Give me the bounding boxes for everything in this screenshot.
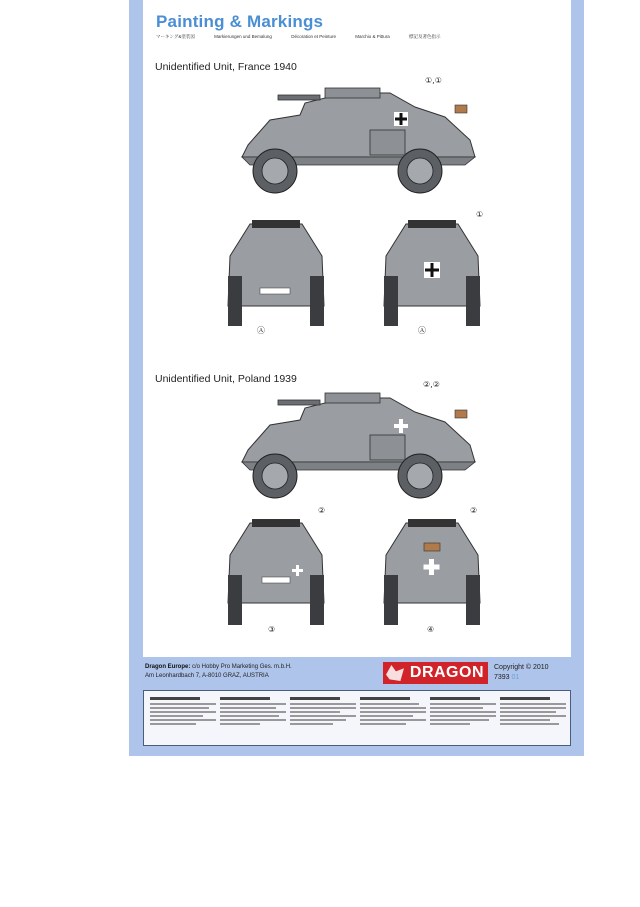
copyright-text: Copyright © 2010 [494, 664, 549, 671]
scheme-2-rear-view [376, 515, 488, 627]
scheme-1-label: Unidentified Unit, France 1940 [155, 61, 297, 73]
scheme-1-side-callout: ①,① [425, 76, 442, 85]
company-line1: c/o Hobby Pro Marketing Ges. m.b.H. [190, 664, 292, 670]
subtitle-jp: マーキング&塗装図 [156, 34, 195, 39]
scheme-1-rear-bottom-callout: Ⓐ [418, 326, 426, 335]
paint-reference-table [143, 690, 571, 746]
dragon-icon [386, 665, 404, 681]
instruction-column [220, 697, 286, 741]
instruction-column [150, 697, 216, 741]
instruction-column [290, 697, 356, 741]
scheme-1-front-view [220, 216, 332, 331]
subtitle-cn: 標記及著色指示 [409, 34, 441, 39]
balkenkreuz-icon [424, 262, 440, 278]
scheme-1-rear-callout: ① [476, 210, 484, 219]
scheme-2-side-callout: ②,② [423, 380, 440, 389]
product-number: 7393 [494, 674, 510, 681]
page-title: Painting & Markings [156, 12, 324, 31]
scheme-1-front-callout: Ⓐ [257, 326, 265, 335]
title-translations [156, 34, 459, 40]
company-line2: Am Leonhardbach 7, A-8010 GRAZ, AUSTRIA [145, 673, 269, 679]
subtitle-it: Marchio & Pittura [355, 34, 390, 39]
scheme-2-label: Unidentified Unit, Poland 1939 [155, 373, 297, 385]
scheme-2-front-view [220, 515, 332, 627]
scheme-1-side-view [230, 85, 495, 200]
company-name: Dragon Europe: [145, 664, 191, 670]
scheme-2-front-top-callout: ② [318, 506, 326, 515]
subtitle-fr: Décoration et Peinture [291, 34, 336, 39]
dragon-logo-text: DRAGON [409, 664, 484, 681]
balkenkreuz-icon [394, 112, 408, 126]
scheme-2-side-view [230, 392, 495, 502]
instruction-column [360, 697, 426, 741]
instruction-column [500, 697, 566, 741]
scheme-2-rear-bottom-callout: ④ [427, 625, 435, 634]
copyright-block [494, 663, 549, 683]
instruction-column [430, 697, 496, 741]
scheme-1-rear-view [376, 216, 488, 331]
subtitle-de: Markierungen und Bemalung [214, 34, 272, 39]
scheme-2-rear-top-callout: ② [470, 506, 478, 515]
dragon-logo [383, 662, 488, 684]
company-address [145, 663, 292, 681]
product-suffix: 01 [511, 674, 520, 681]
scheme-2-front-bottom-callout: ③ [268, 625, 276, 634]
